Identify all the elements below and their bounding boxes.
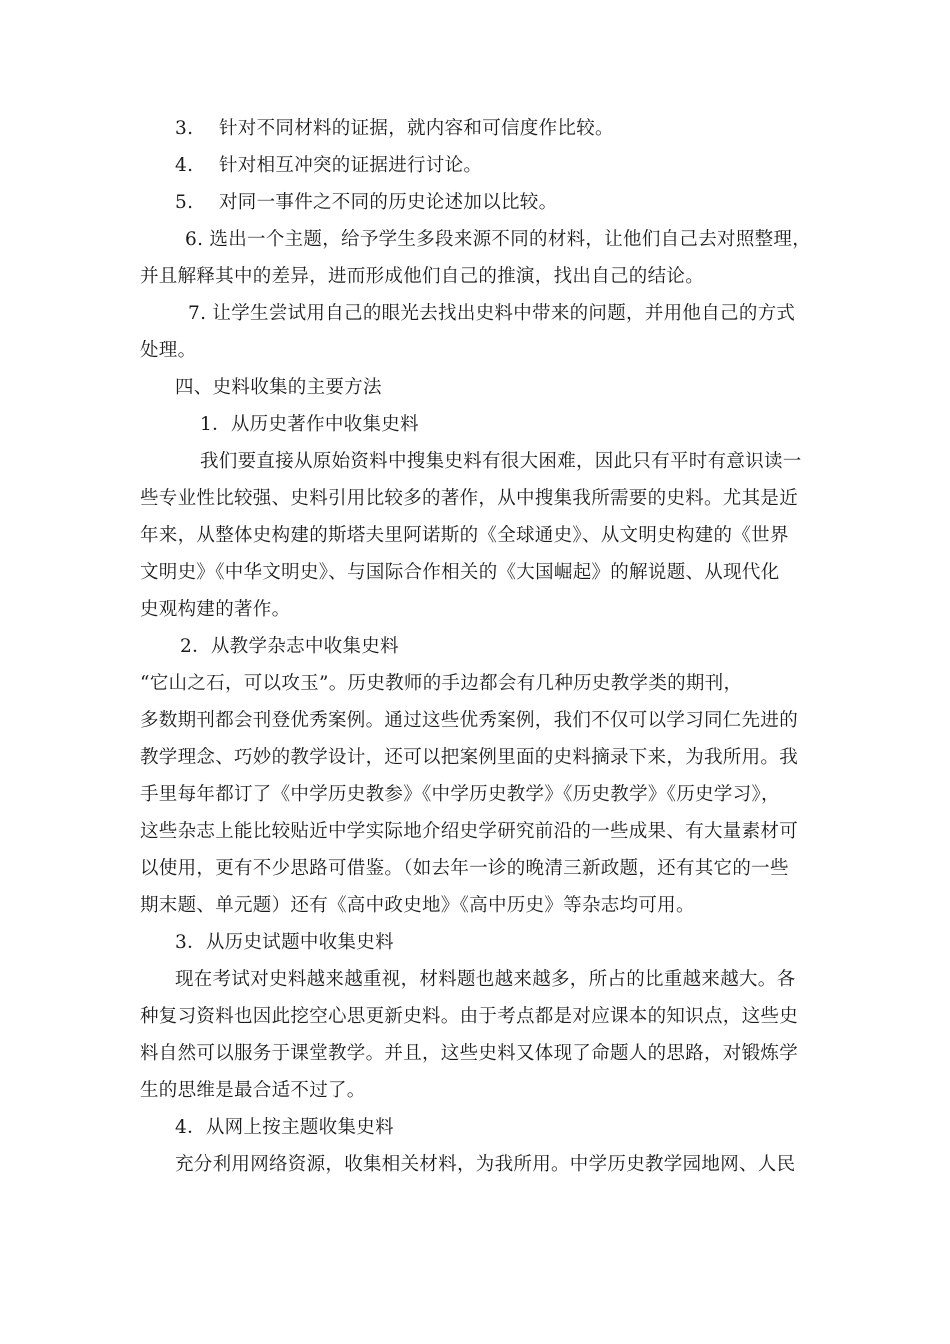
paragraph-line: 料自然可以服务于课堂教学。并且，这些史料又体现了命题人的思路，对锻炼学 (140, 1043, 799, 1064)
list-item-7-line-2: 处理。 (140, 340, 197, 361)
list-item-3 (140, 110, 820, 147)
paragraph-line: 生的思维是最合适不过了。 (140, 1080, 366, 1101)
list-text: 针对不同材料的证据，就内容和可信度作比较。 (219, 118, 614, 139)
section-heading: 四、史料收集的主要方法 (175, 377, 382, 398)
paragraph-line: 充分利用网络资源，收集相关材料，为我所用。中学历史教学园地网、人民 (175, 1154, 796, 1175)
list-item-6-line-2: 并且解释其中的差异，进而形成他们自己的推演，找出自己的结论。 (140, 266, 705, 287)
list-number: 3. (175, 118, 194, 139)
paragraph-line: 史观构建的著作。 (140, 599, 291, 620)
document-body (140, 110, 820, 1183)
paragraph-line: 教学理念、巧妙的教学设计，还可以把案例里面的史料摘录下来，为我所用。我 (140, 747, 799, 768)
paragraph-line: 期末题、单元题）还有《高中政史地》《高中历史》等杂志均可用。 (140, 895, 695, 916)
list-item-4 (140, 147, 820, 184)
paragraph-line: 现在考试对史料越来越重视，材料题也越来越多，所占的比重越来越大。各 (175, 969, 796, 990)
paragraph-line: 多数期刊都会刊登优秀案例。通过这些优秀案例，我们不仅可以学习同仁先进的 (140, 710, 799, 731)
paragraph-line: “它山之石，可以攻玉”。历史教师的手边都会有几种历史教学类的期刊， (140, 673, 743, 694)
list-item-7-line-1: 7. 让学生尝试用自己的眼光去找出史料中带来的问题，并用他自己的方式 (188, 303, 796, 324)
list-number: 4. (175, 155, 194, 176)
paragraph-line: 种复习资料也因此挖空心思更新史料。由于考点都是对应课本的知识点，这些史 (140, 1006, 799, 1027)
list-text: 对同一事件之不同的历史论述加以比较。 (219, 192, 558, 213)
subsection-heading-1: 1．从历史著作中收集史料 (200, 414, 419, 435)
paragraph-line: 这些杂志上能比较贴近中学实际地介绍史学研究前沿的一些成果、有大量素材可 (140, 821, 799, 842)
list-number: 5. (175, 192, 194, 213)
paragraph-line: 年来，从整体史构建的斯塔夫里阿诺斯的《全球通史》、从文明史构建的《世界 (140, 525, 789, 546)
paragraph-line: 手里每年都订了《中学历史教参》《中学历史教学》《历史教学》《历史学习》， (140, 784, 780, 805)
list-item-6-line-1: 6. 选出一个主题，给予学生多段来源不同的材料，让他们自己去对照整理， (185, 229, 812, 250)
paragraph-line: 些专业性比较强、史料引用比较多的著作，从中搜集我所需要的史料。尤其是近 (140, 488, 799, 509)
paragraph-line: 文明史》《中华文明史》、与国际合作相关的《大国崛起》的解说题、从现代化 (140, 562, 780, 583)
list-text: 针对相互冲突的证据进行讨论。 (219, 155, 483, 176)
paragraph-line: 以使用，更有不少思路可借鉴。（如去年一诊的晚清三新政题，还有其它的一些 (140, 858, 789, 879)
subsection-heading-3: 3．从历史试题中收集史料 (175, 932, 394, 953)
list-item-5 (140, 184, 820, 221)
paragraph-line: 我们要直接从原始资料中搜集史料有很大困难，因此只有平时有意识读一 (200, 451, 802, 472)
subsection-heading-2: 2．从教学杂志中收集史料 (180, 636, 399, 657)
subsection-heading-4: 4．从网上按主题收集史料 (175, 1117, 394, 1138)
